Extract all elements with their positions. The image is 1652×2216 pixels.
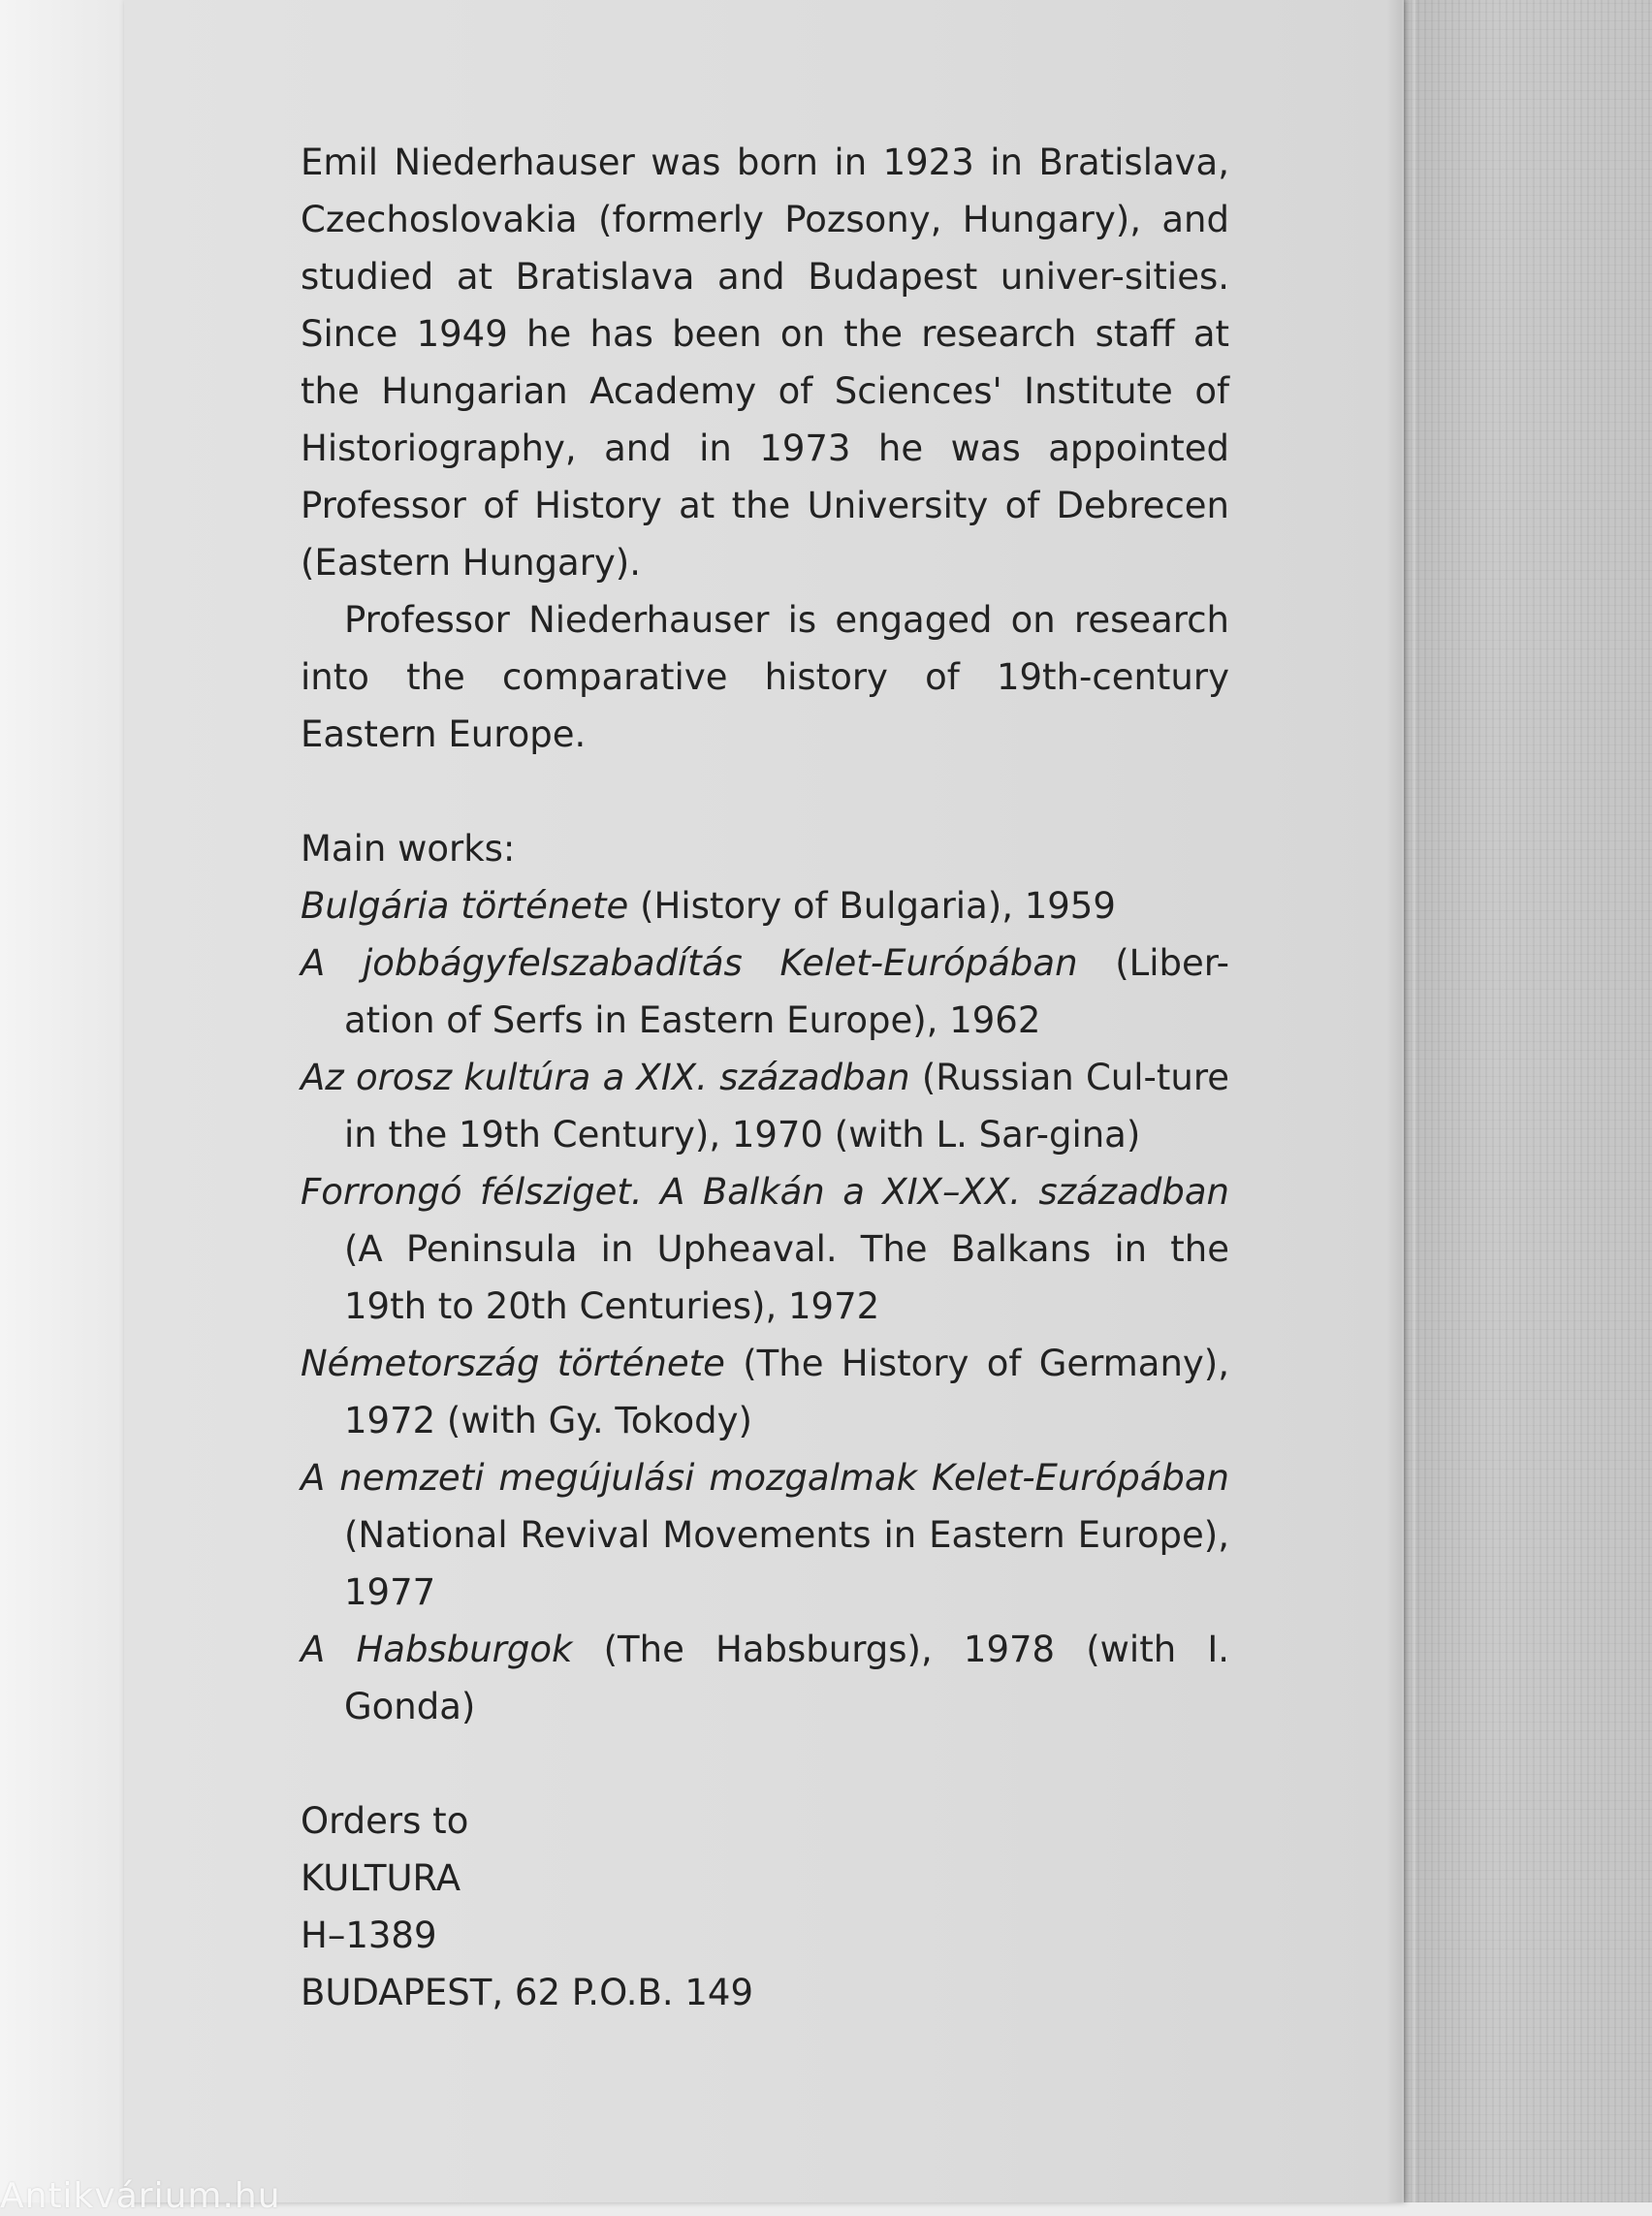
work-title: Bulgária története (301, 885, 629, 927)
work-title: Németország története (301, 1343, 725, 1384)
work-item (301, 877, 1229, 934)
work-item (301, 1049, 1229, 1163)
bio-paragraph-2: Professor Niederhauser is engaged on research into the comparative history of 19th-century Eastern Europe. (301, 599, 1229, 755)
left-margin-strip (0, 0, 124, 2202)
page-edge-shadow (1386, 0, 1415, 2202)
work-item (301, 1163, 1229, 1335)
work-item (301, 1449, 1229, 1621)
background-surface (1390, 0, 1652, 2202)
work-detail: (History of Bulgaria), 1959 (628, 885, 1116, 927)
work-detail: (The Habsburgs), 1978 (with I. Gonda) (344, 1629, 1229, 1727)
work-detail: (Liber-ation of Serfs in Eastern Europe), 1962 (344, 942, 1229, 1041)
page-text (301, 134, 1229, 2021)
work-detail: (A Peninsula in Upheaval. The Balkans in the 19th to 20th Centuries), 1972 (344, 1228, 1229, 1327)
work-item (301, 1335, 1229, 1449)
bio-paragraph-1: Emil Niederhauser was born in 1923 in Bratislava, Czechoslovakia (formerly Pozsony, Hungary), and studied at Bratislava and Budapest univer-sities. Since 1949 he has been on the research staff at the Hungarian Academy of Sciences' Institute of Historiography, and in 1973 he was appointed Professor of History at the University of Debrecen (Eastern Hungary). (301, 142, 1229, 584)
spacer (301, 1735, 1229, 1792)
work-title: A Habsburgok (301, 1629, 573, 1670)
main-works-heading: Main works: (301, 828, 516, 870)
work-title: Forrongó félsziget. A Balkán a XIX–XX. században (301, 1171, 1229, 1213)
spacer (301, 763, 1229, 820)
orders-address (301, 1792, 1229, 2021)
city-address: BUDAPEST, 62 P.O.B. 149 (301, 1972, 753, 2013)
work-detail: (National Revival Movements in Eastern Europe), 1977 (344, 1514, 1229, 1613)
publisher-name: KULTURA (301, 1857, 461, 1899)
work-item (301, 1621, 1229, 1735)
watermark-text: Antikvárium.hu (0, 2176, 281, 2216)
work-detail: (Russian Cul-ture in the 19th Century), 1970 (with L. Sar-gina) (344, 1057, 1230, 1155)
work-title: Az orosz kultúra a XIX. században (301, 1057, 910, 1098)
work-title: A jobbágyfelszabadítás Kelet-Európában (301, 942, 1078, 984)
work-title: A nemzeti megújulási mozgalmak Kelet-Európában (301, 1457, 1229, 1499)
work-item (301, 934, 1229, 1049)
orders-line: Orders to (301, 1800, 469, 1842)
work-detail: (The History of Germany), 1972 (with Gy. Tokody) (344, 1343, 1229, 1441)
postal-code: H–1389 (301, 1915, 437, 1956)
